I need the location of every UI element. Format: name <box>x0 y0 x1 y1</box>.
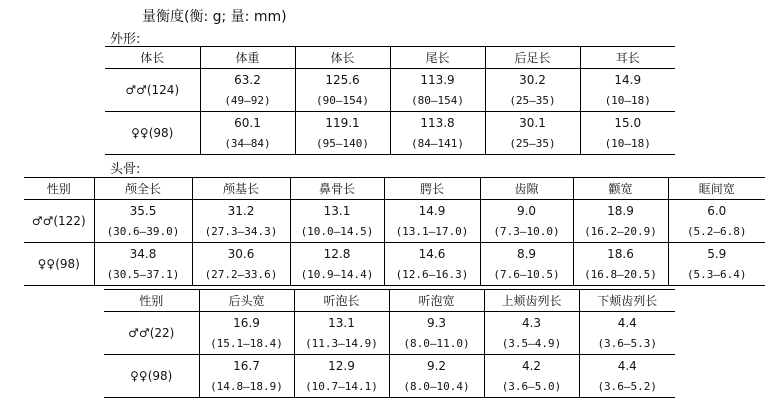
mean-cell: 125.6 <box>295 69 390 91</box>
mean-cell: 18.9 <box>573 200 668 222</box>
mean-cell: 14.9 <box>580 69 675 91</box>
range-cell: (3.6—5.2) <box>579 376 675 398</box>
range-cell: (10.9—14.4) <box>290 264 384 286</box>
range-cell: (95—140) <box>295 133 390 155</box>
range-cell: (84—141) <box>390 133 485 155</box>
sex-group-label: ♀♀(98) <box>104 355 199 398</box>
table-row <box>104 312 675 334</box>
mean-cell: 15.0 <box>580 112 675 134</box>
table-row <box>24 221 765 243</box>
mean-cell: 13.1 <box>294 312 389 334</box>
range-cell: (25—35) <box>485 133 580 155</box>
mean-cell: 9.3 <box>389 312 484 334</box>
range-cell: (3.6—5.3) <box>579 333 675 355</box>
mean-cell: 4.4 <box>579 355 675 377</box>
mean-cell: 14.9 <box>384 200 480 222</box>
skull-measurements-table-2 <box>104 289 675 398</box>
section-label-skull: 头骨: <box>110 162 141 177</box>
column-header: 后头宽 <box>199 290 294 312</box>
mean-cell: 4.3 <box>484 312 579 334</box>
range-cell: (10.0—14.5) <box>290 221 384 243</box>
mean-cell: 12.9 <box>294 355 389 377</box>
mean-cell: 63.2 <box>200 69 295 91</box>
range-cell: (13.1—17.0) <box>384 221 480 243</box>
mean-cell: 9.2 <box>389 355 484 377</box>
column-header: 腭长 <box>384 178 480 200</box>
column-header: 上颊齿列长 <box>484 290 579 312</box>
range-cell: (30.6—39.0) <box>94 221 192 243</box>
mean-cell: 34.8 <box>94 243 192 265</box>
mean-cell: 4.4 <box>579 312 675 334</box>
column-header: 颅基长 <box>192 178 290 200</box>
sex-group-label: ♂♂(22) <box>104 312 199 355</box>
mean-cell: 5.9 <box>668 243 765 265</box>
table-header-row <box>24 178 765 200</box>
column-header: 体长 <box>295 47 390 69</box>
mean-cell: 12.8 <box>290 243 384 265</box>
sex-group-label: ♂♂(122) <box>24 200 94 243</box>
range-cell: (49—92) <box>200 90 295 112</box>
section-label-external: 外形: <box>110 32 141 47</box>
mean-cell: 30.2 <box>485 69 580 91</box>
external-measurements-table <box>105 46 675 155</box>
table-row <box>105 112 675 134</box>
mean-cell: 14.6 <box>384 243 480 265</box>
mean-cell: 119.1 <box>295 112 390 134</box>
mean-cell: 31.2 <box>192 200 290 222</box>
range-cell: (11.3—14.9) <box>294 333 389 355</box>
page-title: 量衡度(衡: g; 量: mm) <box>142 9 287 25</box>
range-cell: (27.3—34.3) <box>192 221 290 243</box>
column-header: 鼻骨长 <box>290 178 384 200</box>
mean-cell: 9.0 <box>480 200 573 222</box>
mean-cell: 60.1 <box>200 112 295 134</box>
column-header: 齿隙 <box>480 178 573 200</box>
range-cell: (14.8—18.9) <box>199 376 294 398</box>
sex-group-label: ♀♀(98) <box>24 243 94 286</box>
mean-cell: 35.5 <box>94 200 192 222</box>
column-header: 性别 <box>104 290 199 312</box>
mean-cell: 8.9 <box>480 243 573 265</box>
range-cell: (5.3—6.4) <box>668 264 765 286</box>
table-row <box>105 69 675 91</box>
range-cell: (16.8—20.5) <box>573 264 668 286</box>
range-cell: (10—18) <box>580 90 675 112</box>
column-header: 颅全长 <box>94 178 192 200</box>
column-header: 听泡宽 <box>389 290 484 312</box>
range-cell: (10.7—14.1) <box>294 376 389 398</box>
mean-cell: 18.6 <box>573 243 668 265</box>
column-header: 性别 <box>24 178 94 200</box>
sex-group-label: ♂♂(124) <box>105 69 200 112</box>
mean-cell: 16.7 <box>199 355 294 377</box>
range-cell: (34—84) <box>200 133 295 155</box>
mean-cell: 30.6 <box>192 243 290 265</box>
table-row <box>24 264 765 286</box>
column-header: 听泡长 <box>294 290 389 312</box>
table-row <box>104 355 675 377</box>
table-header-row <box>104 290 675 312</box>
table-header-row <box>105 47 675 69</box>
mean-cell: 13.1 <box>290 200 384 222</box>
column-header: 耳长 <box>580 47 675 69</box>
mean-cell: 6.0 <box>668 200 765 222</box>
range-cell: (3.6—5.0) <box>484 376 579 398</box>
mean-cell: 30.1 <box>485 112 580 134</box>
range-cell: (90—154) <box>295 90 390 112</box>
column-header: 体重 <box>200 47 295 69</box>
range-cell: (80—154) <box>390 90 485 112</box>
skull-measurements-table-1 <box>24 177 765 286</box>
range-cell: (5.2—6.8) <box>668 221 765 243</box>
range-cell: (25—35) <box>485 90 580 112</box>
range-cell: (16.2—20.9) <box>573 221 668 243</box>
range-cell: (10—18) <box>580 133 675 155</box>
sex-group-label: ♀♀(98) <box>105 112 200 155</box>
column-header: 后足长 <box>485 47 580 69</box>
mean-cell: 4.2 <box>484 355 579 377</box>
range-cell: (12.6—16.3) <box>384 264 480 286</box>
column-header: 体长 <box>105 47 200 69</box>
range-cell: (7.3—10.0) <box>480 221 573 243</box>
range-cell: (3.5—4.9) <box>484 333 579 355</box>
column-header: 颧宽 <box>573 178 668 200</box>
table-row <box>24 200 765 222</box>
range-cell: (8.0—11.0) <box>389 333 484 355</box>
table-row <box>24 243 765 265</box>
mean-cell: 113.8 <box>390 112 485 134</box>
mean-cell: 16.9 <box>199 312 294 334</box>
column-header: 下颊齿列长 <box>579 290 675 312</box>
range-cell: (27.2—33.6) <box>192 264 290 286</box>
range-cell: (15.1—18.4) <box>199 333 294 355</box>
range-cell: (8.0—10.4) <box>389 376 484 398</box>
mean-cell: 113.9 <box>390 69 485 91</box>
range-cell: (7.6—10.5) <box>480 264 573 286</box>
column-header: 尾长 <box>390 47 485 69</box>
range-cell: (30.5—37.1) <box>94 264 192 286</box>
column-header: 眶间宽 <box>668 178 765 200</box>
